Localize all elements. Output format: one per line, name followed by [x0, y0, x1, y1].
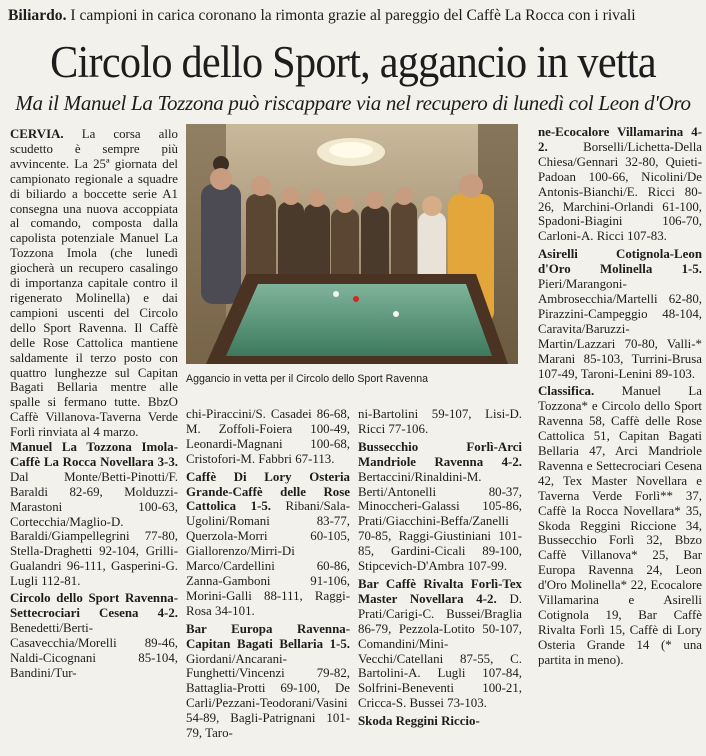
photo-caption: Aggancio in vetta per il Circolo dello Sport Ravenna — [186, 373, 429, 385]
kicker-text: I campioni in carica coronano la rimonta grazie al pareggio del Caffè La Rocca con i rivali — [66, 7, 636, 24]
headline: Circolo dello Sport, aggancio in vetta — [50, 37, 656, 87]
match-scores: Bertaccini/Rinaldini-M. Berti/Antonelli 80-37, Minoccheri-Galassi 105-86, Prati/Giacchini-Beffa/Zanelli 70-85, Raggi-Giustiniani 101-85, Gardini-Cicali 89-100, Stipcevich-D'Ambra 107-99. — [358, 469, 522, 574]
match-heading: ne-Ecocalore Villamarina 4-2. — [538, 125, 702, 154]
intro-paragraph — [10, 127, 178, 440]
standings-text: Manuel La Tozzona* e Circolo dello Sport Ravenna 58, Caffè delle Rose Cattolica 51, Capitan Bagati Bellaria 47, Arci Mandriole Ravenna e Settecrociari Cesena 42, Tex Master Novellara e Taverna Verde Forlì** 37, Caffè la Rocca Novellara* 35, Skoda Reggini Riccione 34, Bussecchio Forlì 32, Bbzo Caffè Villanova* 25, Bar Europa Ravenna 24, Leon d'Oro Molinella* 22, Ecocalore Villamarina e Asirelli Cotignola 19, Bar Caffè Rivalta Forlì 15, Caffè di Lory Osteria Grande 14 (* una partita in meno). — [538, 384, 702, 667]
intro-text: La corsa allo scudetto è sempre più avvincente. La 25ª giornata del campionato regionale a squadre di biliardo a boccette serie A1 consegna una nuova accoppiata al comando, composta dalla capolista potenziale Manuel La Tozzona Imola (che lunedì giocherà un recupero casalingo di importanza capitale contro il rigenerato Molinella) e dai campioni uscenti del Circolo dello Sport Ravenna. Il Caffè delle Rose Cattolica mantiene saldamente il terzo posto con quattro lunghezze sul Capitan Bagati Bellaria mentre alle spalle si fermano tutte. BbzO Caffè Villanova-Taverna Verde Forlì rinviata al 4 marzo. — [10, 127, 178, 440]
team-photo-image — [186, 124, 518, 364]
subheadline: Ma il Manuel La Tozzona può riscappare via nel recupero di lunedì col Leon d'Oro — [15, 91, 691, 115]
standings — [538, 384, 702, 667]
match-heading: Bussecchio Forlì-Arci Mandriole Ravenna 4-2. — [358, 439, 522, 469]
dateline: CERVIA. — [10, 127, 64, 141]
match-scores: Giordani/Ancarani-Funghetti/Vincenzi 79-82, Battaglia-Protti 69-100, De Carli/Pezzani-Teodorani/Vasini 54-89, Bagli-Patrignani 101-79, Taro- — [186, 651, 350, 741]
match-result — [10, 440, 178, 589]
column-3 — [358, 407, 522, 753]
match-scores: Borselli/Lichetta-Della Chiesa/Gennari 32-80, Quieti-Padoan 100-66, Nicolini/De Antonis-Bianchi/E. Ricci 80-26, Marchini-Orlandi 61-100, Spadoni-Biagini 106-70, Carloni-A. Ricci 107-83. — [538, 139, 702, 244]
team-photo — [186, 124, 518, 364]
match-scores: D. Prati/Carigi-C. Bussei/Braglia 86-79, Pezzola-Lotito 50-107, Comandini/Mini-Vecchi/Catellani 87-55, C. Bartolini-A. Lugli 107-84, Solfrini-Beneventi 100-21, Cricca-S. Bussei 73-103. — [358, 591, 522, 711]
match-result — [538, 247, 702, 381]
match-heading: Manuel La Tozzona Imola-Caffè La Rocca Novellara 3-3. — [10, 440, 178, 469]
match-result — [358, 714, 522, 729]
match-heading: Circolo dello Sport Ravenna-Settecrociari Cesena 4-2. — [10, 591, 178, 620]
match-heading: Skoda Reggini Riccio- — [358, 714, 480, 729]
match-result — [10, 591, 178, 680]
kicker-line — [8, 6, 700, 26]
match-heading: Bar Caffè Rivalta Forlì-Tex Master Novellara 4-2. — [358, 576, 522, 606]
match-heading: Bar Europa Ravenna-Capitan Bagati Bellaria 1-5. — [186, 621, 350, 651]
continued-text: chi-Piraccini/S. Casadei 86-68, M. Zoffoli-Foiera 100-49, Leonardi-Magnani 100-68, Cristofori-M. Fabbri 67-113. — [186, 407, 350, 466]
continued-text: ni-Bartolini 59-107, Lisi-D. Ricci 77-106. — [358, 407, 522, 436]
match-heading: Asirelli Cotignola-Leon d'Oro Molinella 1-5. — [538, 247, 702, 277]
match-result — [358, 577, 522, 711]
match-result — [538, 125, 702, 244]
match-heading: Caffè Di Lory Osteria Grande-Caffè delle Rose Cattolica 1-5. — [186, 469, 350, 514]
column-1 — [10, 127, 178, 753]
column-4 — [538, 125, 702, 753]
match-result — [358, 440, 522, 574]
standings-heading: Classifica. — [538, 384, 595, 399]
column-2 — [186, 407, 350, 753]
match-scores: Ribani/Sala-Ugolini/Romani 83-77, Querzola-Morri 60-105, Giallorenzo/Mirri-Di Marco/Cardellini 60-86, Zanna-Gamboni 91-106, Morini-Galli 88-111, Raggi-Rosa 34-101. — [186, 499, 350, 618]
match-result — [186, 470, 350, 619]
match-result — [186, 622, 350, 741]
match-scores: Benedetti/Berti-Casavecchia/Morelli 89-46, Naldi-Cicognani 85-104, Bandini/Tur- — [10, 620, 178, 680]
match-scores: Pieri/Marangoni-Ambrosecchia/Martelli 62-80, Pirazzini-Campeggio 48-104, Caravita/Baruzzi-Martin/Lazzari 70-80, Valli-* Marani 85-103, Turrini-Brusa 107-49, Taroni-Lenini 89-103. — [538, 277, 702, 381]
kicker-label: Biliardo. — [8, 7, 67, 24]
match-scores: Dal Monte/Betti-Pinotti/F. Baraldi 82-69, Molduzzi-Marastoni 100-63, Cortecchia/Maglio-D. Baraldi/Giampellegrini 77-80, Stella-Draghetti 92-104, Grilli-Gualandri 96-111, Gasperini-G. Lugli 112-81. — [10, 469, 178, 589]
